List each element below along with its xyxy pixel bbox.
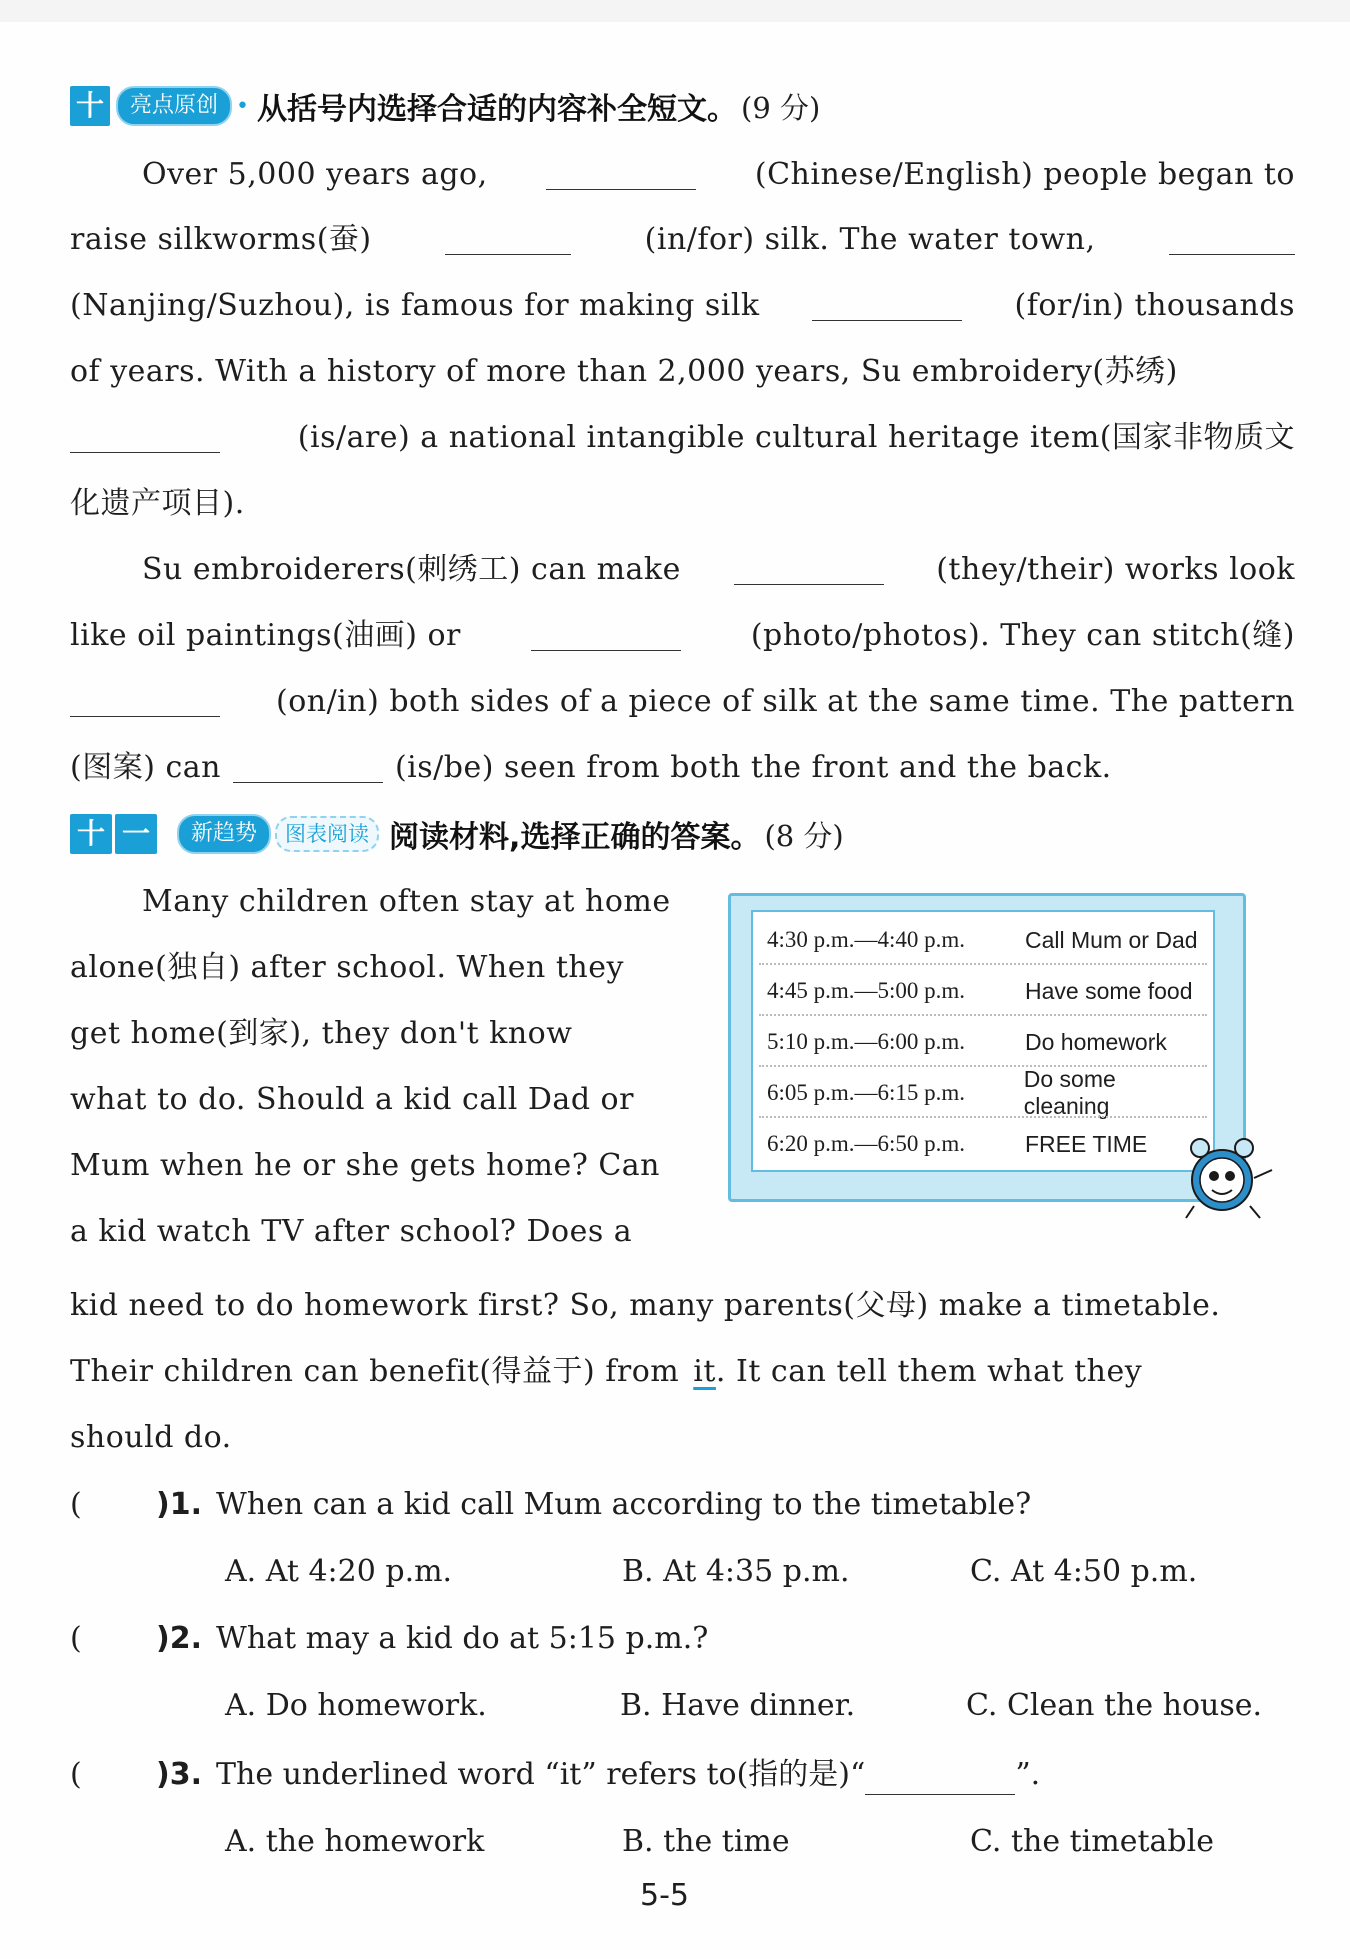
question-1 [70, 1485, 1031, 1525]
option-b[interactable]: B. the time [622, 1824, 790, 1859]
passage-line-3 [70, 286, 1295, 326]
text-span: (for/in) thousands [1014, 288, 1295, 323]
text-span: (on/in) both sides of a piece of silk at the same time. The pattern [275, 684, 1295, 719]
passage-line-2 [70, 220, 1295, 260]
bullet-dot-icon: • [236, 93, 250, 119]
text-span: get home(到家), they don't know [70, 1016, 573, 1051]
passage-line-8 [70, 616, 1295, 656]
timetable-time: 4:45 p.m.—5:00 p.m. [767, 978, 966, 1003]
passage-line-9 [70, 682, 1295, 722]
section-number [70, 814, 157, 854]
answer-blank[interactable] [233, 748, 383, 783]
timetable-row [767, 1124, 1207, 1164]
option-c[interactable]: C. the timetable [970, 1824, 1214, 1859]
text-span: (is/be) seen from both the front and the back. [394, 750, 1112, 785]
text-span: (is/are) a national intangible cultural heritage item(国家非物质文 [297, 420, 1295, 455]
question-number: )1. [156, 1487, 202, 1522]
timetable-row [767, 971, 1207, 1011]
option-c[interactable]: C. At 4:50 p.m. [970, 1554, 1198, 1589]
reading-line-8 [70, 1352, 1295, 1392]
text-span: 化遗产项目). [70, 486, 245, 521]
option-b[interactable]: B. At 4:35 p.m. [622, 1554, 850, 1589]
timetable-row [767, 920, 1207, 960]
option-a[interactable]: A. the homework [225, 1824, 485, 1859]
answer-blank[interactable] [546, 155, 696, 190]
alarm-clock-icon [1172, 1118, 1282, 1228]
timetable-card [728, 893, 1246, 1202]
timetable-row [767, 1022, 1207, 1062]
reading-line-2 [70, 948, 678, 988]
timetable-time: 5:10 p.m.—6:00 p.m. [767, 1029, 966, 1054]
passage-line-4 [70, 352, 1295, 392]
question-text: The underlined word “it” refers to(指的是)“ [215, 1757, 866, 1792]
row-divider [759, 1014, 1207, 1016]
section-title: 从括号内选择合适的内容补全短文。 [257, 92, 738, 127]
text-span: Mum when he or she gets home? Can [70, 1148, 661, 1183]
answer-blank[interactable] [445, 220, 571, 255]
text-span: raise silkworms(蚕) [70, 222, 372, 257]
section-title: 阅读材料,选择正确的答案。 [389, 820, 761, 855]
answer-blank[interactable] [531, 616, 681, 651]
section-badge-secondary: 图表阅读 [275, 816, 379, 852]
timetable-activity: Do some cleaning [1023, 1066, 1116, 1119]
question-2 [70, 1619, 708, 1659]
text-span: (图案) can [70, 750, 221, 785]
reading-line-3 [70, 1014, 678, 1054]
reading-line-5 [70, 1146, 678, 1186]
section-badge: 亮点原创 [116, 86, 232, 126]
reading-line-6 [70, 1212, 678, 1252]
option-c[interactable]: C. Clean the house. [966, 1688, 1263, 1723]
text-span: should do. [70, 1420, 232, 1455]
text-span: what to do. Should a kid call Dad or [70, 1082, 634, 1117]
answer-blank[interactable] [865, 1760, 1015, 1795]
passage-line-1 [70, 155, 1295, 195]
answer-paren[interactable]: ( [70, 1757, 82, 1792]
passage-line-5 [70, 418, 1295, 458]
text-span: (they/their) works look [936, 552, 1295, 587]
section-number-part: 一 [115, 814, 157, 854]
row-divider [759, 963, 1207, 965]
answer-paren[interactable]: ( [70, 1487, 82, 1522]
passage-line-10 [70, 748, 1295, 788]
reading-line-7 [70, 1286, 1295, 1326]
passage-line-7 [70, 550, 1295, 590]
section-score: (9 分) [741, 90, 821, 125]
text-span: a kid watch TV after school? Does a [70, 1214, 633, 1249]
question-3 [70, 1755, 1040, 1795]
underlined-word: it [693, 1354, 716, 1389]
answer-blank[interactable] [734, 550, 884, 585]
question-number: )3. [156, 1757, 202, 1792]
text-span: (Chinese/English) people began to [754, 157, 1295, 192]
text-span: Their children can benefit(得益于) from [70, 1354, 680, 1389]
timetable-time: 6:20 p.m.—6:50 p.m. [767, 1131, 966, 1156]
reading-line-1 [70, 882, 678, 922]
timetable-activity: FREE TIME [1025, 1130, 1148, 1157]
answer-blank[interactable] [812, 286, 962, 321]
timetable-time: 6:05 p.m.—6:15 p.m. [767, 1080, 966, 1105]
answer-blank[interactable] [70, 418, 220, 453]
text-span: (photo/photos). They can stitch(缝) [750, 618, 1295, 653]
section-number: 十 [70, 86, 110, 126]
text-span: kid need to do homework first? So, many parents(父母) make a timetable. [70, 1288, 1221, 1323]
timetable-activity: Call Mum or Dad [1025, 926, 1198, 953]
option-b[interactable]: B. Have dinner. [620, 1688, 856, 1723]
text-span: Many children often stay at home [142, 884, 671, 919]
section-number-part: 十 [70, 814, 112, 854]
option-a[interactable]: A. At 4:20 p.m. [225, 1554, 453, 1589]
timetable-activity: Have some food [1025, 977, 1193, 1004]
top-band [0, 0, 1350, 22]
section-score: (8 分) [764, 818, 844, 853]
text-span: (Nanjing/Suzhou), is famous for making silk [70, 288, 760, 323]
timetable-row [767, 1066, 1207, 1119]
question-text: What may a kid do at 5:15 p.m.? [215, 1621, 709, 1656]
text-span: alone(独自) after school. When they [70, 950, 624, 985]
text-span: Su embroiderers(刺绣工) can make [142, 552, 681, 587]
text-span: like oil paintings(油画) or [70, 618, 461, 653]
section-10-header [70, 84, 820, 128]
section-badge: 新趋势 [177, 814, 271, 854]
answer-paren[interactable]: ( [70, 1621, 82, 1656]
answer-blank[interactable] [70, 682, 220, 717]
timetable-time: 4:30 p.m.—4:40 p.m. [767, 927, 966, 952]
passage-line-6 [70, 484, 1295, 524]
text-span: . It can tell them what they [715, 1354, 1143, 1389]
text-span: (in/for) silk. The water town, [644, 222, 1096, 257]
question-text-end: ”. [1015, 1757, 1041, 1792]
answer-blank[interactable] [1169, 220, 1295, 255]
timetable-activity: Do homework [1025, 1028, 1167, 1055]
reading-line-9 [70, 1418, 1295, 1458]
question-text: When can a kid call Mum according to the timetable? [215, 1487, 1032, 1522]
reading-line-4 [70, 1080, 678, 1120]
option-a[interactable]: A. Do homework. [225, 1688, 487, 1723]
section-11-header [70, 812, 844, 856]
timetable-inner [751, 910, 1215, 1172]
question-number: )2. [156, 1621, 202, 1656]
page-number: 5-5 [640, 1878, 689, 1913]
text-span: Over 5,000 years ago, [142, 157, 488, 192]
text-span: of years. With a history of more than 2,000 years, Su embroidery(苏绣) [70, 354, 1178, 389]
row-divider [759, 1116, 1207, 1118]
